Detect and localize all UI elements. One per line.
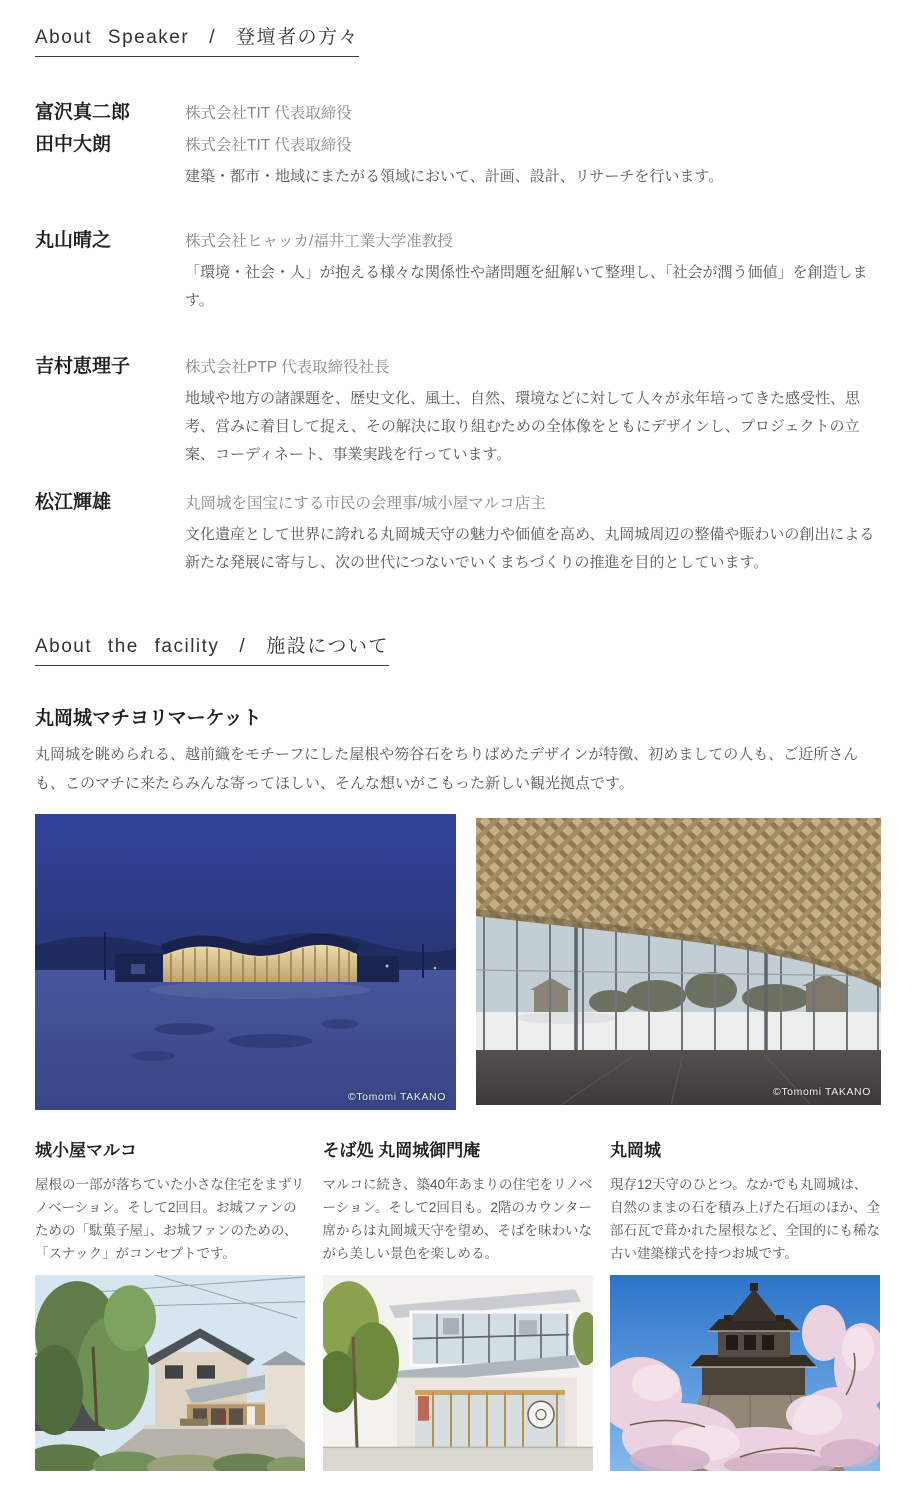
speaker-description: 地域や地方の諸課題を、歴史文化、風土、自然、環境などに対して人々が永年培ってきた感受性、思考、営みに着目して捉え、その解決に取り組むための全体像をともにデザインし、プロジェクトの立案、コーディネート、事業実践を行っています。 (185, 390, 861, 463)
photo-credit: ©Tomomi TAKANO (347, 1091, 446, 1103)
heading-separator: / (209, 27, 216, 48)
speaker-description: 文化遺産として世界に誇れる丸岡城天守の魅力や価値を高め、丸岡城周辺の整備や賑わいの創出による新たな発展に寄与し、次の世代につないでいくまちづくりの推進を目的としています。 (185, 526, 875, 571)
sub-facility-description: 屋根の一部が落ちていた小さな住宅をまずリノベーション。そして2回目。お城ファンのための「駄菓子屋」、お城ファンのための、「スナック」がコンセプトです。 (35, 1177, 305, 1261)
facility-column-soba-gomonan (323, 1138, 593, 1471)
speaker-title: 株式会社PTP 代表取締役社長 (185, 359, 390, 376)
facility-description: 丸岡城を眺められる、越前織をモチーフにした屋根や笏谷石をちりばめたデザインが特徴、初めましての人も、ご近所さんも、このマチに来たらみんな寄ってほしい、そんな想いがこもった新しい観光拠点です。 (35, 746, 859, 792)
speaker-description: 「環境・社会・人」が抱える様々な関係性や諸問題を紐解いて整理し、「社会が潤う価値」を創造します。 (185, 264, 868, 309)
speaker-group-yoshimura (35, 351, 880, 469)
facility-heading (35, 631, 389, 666)
facility-heading-ja: 施設について (266, 636, 389, 657)
night-exterior-illustration (35, 814, 456, 1110)
soba-shop-illustration (323, 1275, 593, 1471)
sub-facility-name: 丸岡城 (610, 1141, 661, 1160)
speaker-title: 株式会社TIT 代表取締役 (185, 137, 352, 154)
facility-section-header (35, 631, 880, 666)
speaker-name: 松江輝雄 (35, 492, 112, 513)
speaker-title: 株式会社ヒャッカ/福井工業大学准教授 (185, 233, 453, 250)
facility-photo-row (35, 814, 880, 1110)
speaker-name: 丸山晴之 (35, 230, 112, 251)
speaker-name: 富沢真二郎 (35, 102, 131, 123)
speakers-section-header (35, 22, 880, 57)
speaker-name: 吉村恵理子 (35, 356, 131, 377)
facility-columns (35, 1138, 880, 1471)
sub-facility-name: 城小屋マルコ (35, 1141, 137, 1160)
speaker-group-maruyama (35, 225, 880, 315)
photo-machiyori-roof-interior (476, 818, 881, 1105)
photo-credit: ©Tomomi TAKANO (772, 1086, 871, 1098)
facility-heading-en: About the facility (35, 636, 220, 657)
facility-column-maruoka-castle (610, 1138, 880, 1471)
sub-facility-description: 現存12天守のひとつ。なかでも丸岡城は、自然のままの石を積み上げた石垣のほか、全部石瓦で葺かれた屋根など、全国的にも稀な古い建築様式を持つお城です。 (610, 1177, 880, 1261)
speaker-description: 建築・都市・地域にまたがる領域において、計画、設計、リサーチを行います。 (185, 168, 724, 185)
speakers-heading (35, 22, 359, 57)
facility-main (35, 704, 880, 1110)
speakers-heading-en: About Speaker (35, 27, 190, 48)
speaker-group-tit (35, 97, 880, 191)
photo-maruoka-castle (610, 1275, 880, 1471)
speaker-title: 丸岡城を国宝にする市民の会理事/城小屋マルコ店主 (185, 495, 546, 512)
photo-soba-gomonan (323, 1275, 593, 1471)
photo-shirokoya-maruko (35, 1275, 305, 1471)
roof-interior-illustration (476, 818, 881, 1105)
sub-facility-name: そば処 丸岡城御門庵 (322, 1141, 481, 1160)
speakers-heading-ja: 登壇者の方々 (235, 27, 359, 48)
facility-name: 丸岡城マチヨリマーケット (35, 708, 262, 729)
castle-illustration (610, 1275, 880, 1471)
speaker-title: 株式会社TIT 代表取締役 (185, 105, 352, 122)
speaker-group-matsue (35, 487, 880, 577)
speaker-name: 田中大朗 (35, 134, 112, 155)
photo-machiyori-night-exterior (35, 814, 456, 1110)
heading-separator: / (239, 636, 247, 657)
facility-column-shirokoya-maruko (35, 1138, 305, 1471)
street-house-illustration (35, 1275, 305, 1471)
speakers-list (35, 97, 880, 577)
sub-facility-description: マルコに続き、築40年あまりの住宅をリノベーション。そして2回目も。2階のカウンター席からは丸岡城天守を望め、そばを味わいながら美しい景色を楽しめる。 (322, 1177, 593, 1261)
